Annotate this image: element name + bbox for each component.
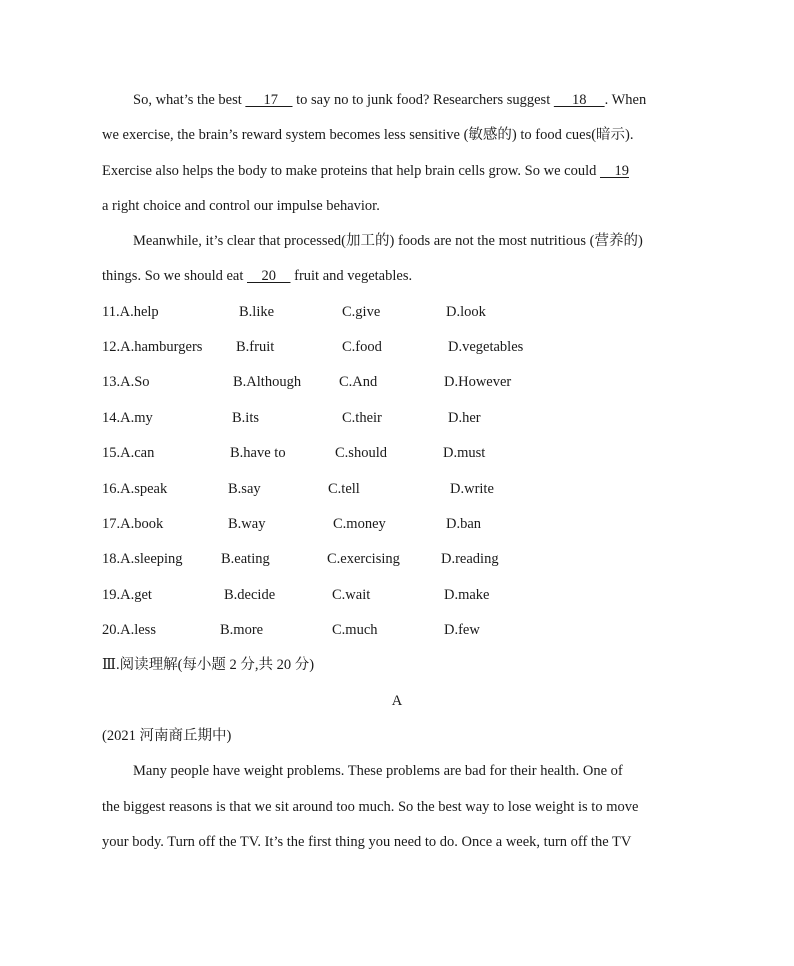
option-c: C.And [339,374,378,390]
option-d: D.vegetables [448,339,524,355]
question-number: 20. [102,622,121,638]
option-b: B.decide [224,587,276,603]
option-b: B.say [228,481,261,497]
passage-line-4: a right choice and control our impulse behavior. [102,198,380,214]
question-number: 16. [102,481,121,497]
blank-20: 20 [247,268,291,284]
passage-line-2: we exercise, the brain’s reward system becomes less sensitive (敏感的) to food cues(暗示). [102,127,634,143]
blank-18: 18 [553,92,605,108]
option-d: D.reading [441,551,499,567]
option-b: B.like [239,304,275,320]
option-a: A.my [120,410,153,426]
blank-19: 19 [599,163,629,179]
option-b: B.its [232,410,259,426]
option-c: C.tell [328,481,360,497]
option-b: B.way [228,516,266,532]
question-number: 13. [102,374,121,390]
option-d: D.her [448,410,481,426]
option-a: A.can [120,445,155,461]
option-c: C.food [342,339,382,355]
option-a: A.get [120,587,152,603]
part-label: A [391,693,403,709]
question-number: 15. [102,445,121,461]
option-d: D.ban [446,516,482,532]
passage-text: things. So we should eat [102,268,247,284]
option-a: A.speak [120,481,168,497]
passage-line-3 [102,161,629,181]
passage-text: Exercise also helps the body to make proteins that help brain cells grow. So we could [102,163,600,179]
option-d: D.write [450,481,494,497]
question-number: 14. [102,410,121,426]
option-d: D.look [446,304,486,320]
option-c: C.much [332,622,378,638]
option-c: C.should [335,445,387,461]
option-a: A.less [120,622,156,638]
option-d: D.must [443,445,486,461]
option-a: A.help [119,304,159,320]
passage-line-6 [102,266,412,286]
question-number: 12. [102,339,121,355]
option-d: D.However [444,374,512,390]
passage-line-5: Meanwhile, it’s clear that processed(加工的) foods are not the most nutritious (营养的) [133,233,643,249]
passage-text: to say no to junk food? Researchers suggest [292,92,554,108]
passage-text: fruit and vegetables. [290,268,413,284]
option-d: D.make [444,587,490,603]
option-c: C.their [342,410,382,426]
option-b: B.fruit [236,339,275,355]
section-heading: Ⅲ.阅读理解(每小题 2 分,共 20 分) [102,657,315,673]
option-b: B.more [220,622,264,638]
blank-17: 17 [245,92,293,108]
passage-line-1 [133,90,646,110]
reading-line-2: the biggest reasons is that we sit around too much. So the best way to lose weight is to move [102,799,639,815]
option-a: A.hamburgers [120,339,203,355]
question-number: 17. [102,516,121,532]
option-b: B.Although [233,374,302,390]
option-a: A.So [120,374,150,390]
option-c: C.give [342,304,381,320]
passage-text: . When [604,92,647,108]
reading-line-1: Many people have weight problems. These problems are bad for their health. One of [133,763,623,779]
option-a: A.book [120,516,164,532]
option-c: C.wait [332,587,371,603]
source-note: (2021 河南商丘期中) [102,728,232,744]
option-b: B.eating [221,551,270,567]
option-c: C.money [333,516,386,532]
question-number: 18. [102,551,121,567]
question-number: 11. [102,304,120,320]
reading-line-3: your body. Turn off the TV. It’s the first thing you need to do. Once a week, turn off the TV [102,834,632,850]
option-a: A.sleeping [120,551,183,567]
passage-text: So, what’s the best [133,92,246,108]
question-number: 19. [102,587,121,603]
option-b: B.have to [230,445,286,461]
option-d: D.few [444,622,480,638]
option-c: C.exercising [327,551,400,567]
